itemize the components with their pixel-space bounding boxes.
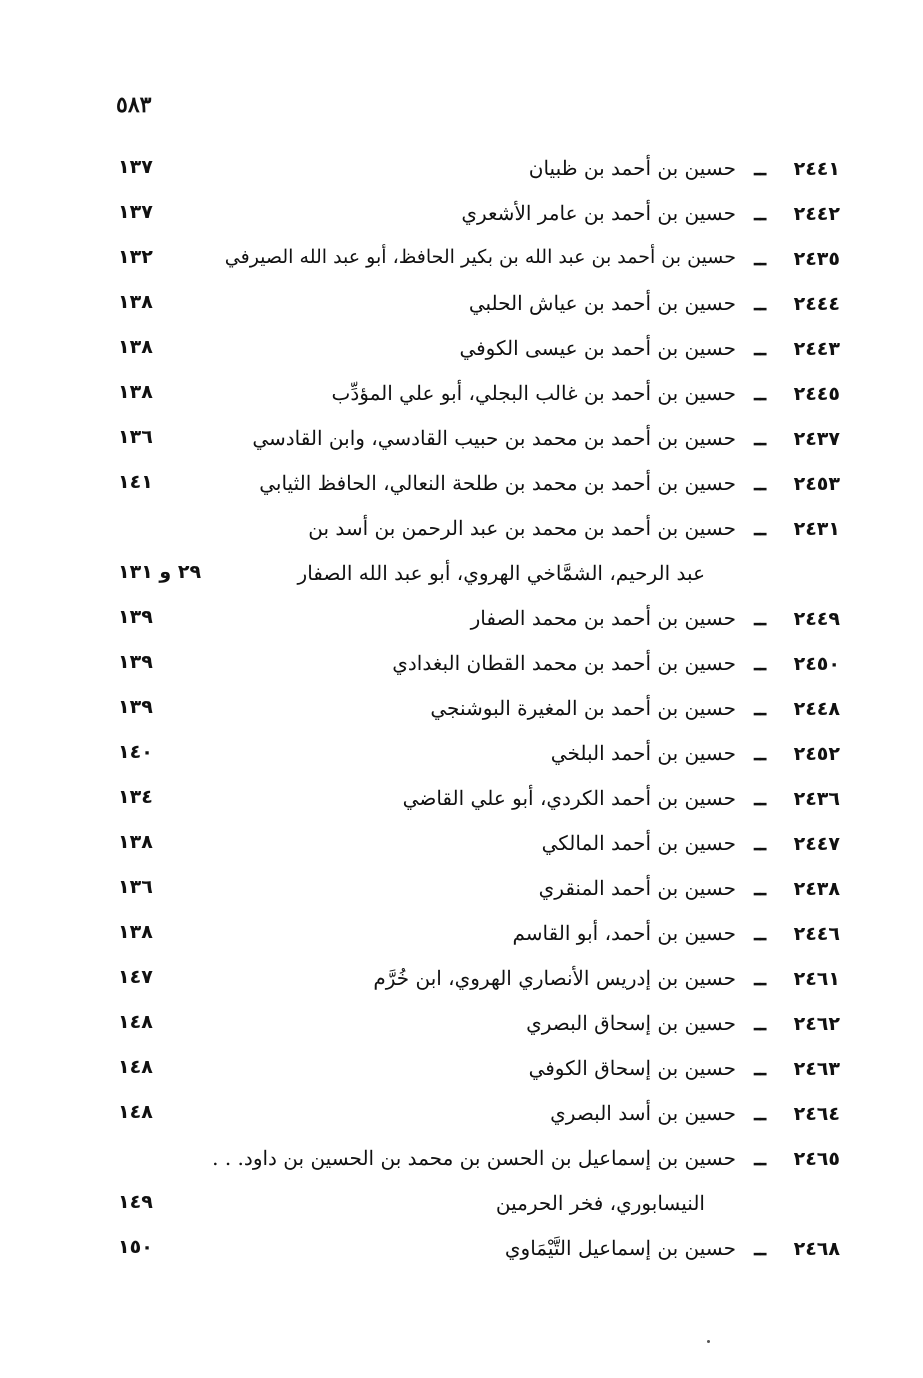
entry-dash: ــ (754, 471, 766, 495)
entry-dash: ــ (754, 426, 766, 450)
entry-number: ٢٤٤٨ (793, 698, 840, 720)
entry-name-continuation: عبد الرحيم، الشمَّاخي الهروي، أبو عبد الله الصفار (297, 561, 705, 585)
index-entry (110, 195, 840, 239)
index-entry (110, 645, 840, 689)
entry-number: ٢٤٤١ (793, 158, 840, 180)
entry-number: ٢٤٥٠ (793, 653, 840, 675)
index-entry (110, 1050, 840, 1094)
entry-page-ref: ١٣٧ (118, 201, 153, 223)
entry-page-ref: ١٣٨ (118, 336, 153, 358)
entry-name: حسين بن أحمد بن محمد بن حبيب القادسي، وابن القادسي (252, 426, 736, 450)
entry-dash: ــ (754, 696, 766, 720)
entry-name: حسين بن إسحاق البصري (526, 1011, 736, 1035)
entry-page-ref: ١٣٨ (118, 381, 153, 403)
entry-number: ٢٤٦٨ (793, 1238, 840, 1260)
entry-page-ref: ١٣٦ (118, 426, 153, 448)
page-number: ٥٨٣ (116, 92, 152, 118)
entry-page-ref: ١٣٨ (118, 291, 153, 313)
index-entry (110, 150, 840, 194)
entry-dash: ــ (754, 516, 766, 540)
entry-name: حسين بن أحمد بن عياش الحلبي (468, 291, 736, 315)
index-entry (110, 780, 840, 824)
entry-page-ref: ١٣٨ (118, 921, 153, 943)
entry-name: حسين بن أحمد بن عامر الأشعري (461, 201, 736, 225)
index-entry-continuation (110, 1185, 840, 1229)
entry-number: ٢٤٦٢ (793, 1013, 840, 1035)
index-entry (110, 735, 840, 779)
entry-name: حسين بن أحمد المالكي (541, 831, 736, 855)
entry-dash: ــ (754, 291, 766, 315)
index-entry (110, 600, 840, 644)
index-entry (110, 285, 840, 329)
entry-name: حسين بن أحمد البلخي (550, 741, 736, 765)
entry-number: ٢٤٥٣ (793, 473, 840, 495)
entry-number: ٢٤٣٥ (793, 248, 840, 270)
entry-page-ref: ١٣٩ (118, 696, 153, 718)
entry-dash: ــ (754, 606, 766, 630)
entry-dash: ــ (754, 156, 766, 180)
index-entry (110, 960, 840, 1004)
entry-page-ref: ١٣٩ (118, 651, 153, 673)
index-entry (110, 510, 840, 554)
entry-dash: ــ (754, 1056, 766, 1080)
entry-name: حسين بن أحمد الكردي، أبو علي القاضي (402, 786, 736, 810)
entry-number: ٢٤٣٨ (793, 878, 840, 900)
index-entry (110, 870, 840, 914)
entry-page-ref: ١٥٠ (118, 1236, 153, 1258)
print-speck (707, 1340, 710, 1343)
index-entry (110, 1140, 840, 1184)
entry-number: ٢٤٤٦ (793, 923, 840, 945)
entry-page-ref: ١٤٩ (118, 1191, 153, 1213)
entry-dash: ــ (754, 381, 766, 405)
index-entry (110, 375, 840, 419)
entry-name: حسين بن أحمد بن المغيرة البوشنجي (430, 696, 736, 720)
entry-number: ٢٤٤٣ (793, 338, 840, 360)
entry-name: حسين بن أحمد بن عيسى الكوفي (459, 336, 736, 360)
entry-name: حسين بن إسحاق الكوفي (528, 1056, 736, 1080)
entry-dash: ــ (754, 921, 766, 945)
entry-dash: ــ (754, 876, 766, 900)
entry-page-ref: ١٣٢ (118, 246, 153, 268)
entry-name: حسين بن أحمد بن محمد القطان البغدادي (392, 651, 736, 675)
entry-number: ٢٤٣١ (793, 518, 840, 540)
index-entry (110, 690, 840, 734)
entry-dash: ــ (754, 786, 766, 810)
entry-page-ref: ١٣٨ (118, 831, 153, 853)
entry-number: ٢٤٣٦ (793, 788, 840, 810)
entry-page-ref: ١٣٩ (118, 606, 153, 628)
entry-dash: ــ (754, 336, 766, 360)
entry-name: حسين بن أحمد بن ظبيان (528, 156, 736, 180)
entry-dash: ــ (754, 831, 766, 855)
entry-page-ref: ١٤٨ (118, 1011, 153, 1033)
entry-dash: ــ (754, 201, 766, 225)
entry-dash: ــ (754, 966, 766, 990)
entry-number: ٢٤٦٥ (793, 1148, 840, 1170)
index-entry-continuation (110, 555, 840, 599)
index-entry (110, 1005, 840, 1049)
entry-page-ref: ١٣٤ (118, 786, 153, 808)
index-entry (110, 465, 840, 509)
entry-page-ref: ١٣٧ (118, 156, 153, 178)
entry-number: ٢٤٤٩ (793, 608, 840, 630)
entry-number: ٢٤٤٢ (793, 203, 840, 225)
entry-name: حسين بن أحمد بن محمد بن طلحة النعالي، الحافظ الثيابي (259, 471, 736, 495)
index-entry (110, 915, 840, 959)
entry-page-ref: ١٣٦ (118, 876, 153, 898)
entry-page-ref: ١٤١ (118, 471, 153, 493)
index-entry (110, 420, 840, 464)
entry-number: ٢٤٤٥ (793, 383, 840, 405)
entry-number: ٢٤٦٣ (793, 1058, 840, 1080)
entry-name: حسين بن أحمد بن محمد الصفار (470, 606, 736, 630)
entry-name: حسين بن أحمد، أبو القاسم (512, 921, 736, 945)
index-entry (110, 240, 840, 284)
entry-dash: ــ (754, 651, 766, 675)
entry-dash: ــ (754, 741, 766, 765)
entry-name: حسين بن إسماعيل التَّيْمَاوي (504, 1236, 736, 1260)
entry-page-ref: ١٤٨ (118, 1056, 153, 1078)
entry-name: حسين بن أحمد بن عبد الله بن بكير الحافظ، أبو عبد الله الصيرفي (224, 246, 736, 268)
entry-page-ref: ١٤٧ (118, 966, 153, 988)
entry-number: ٢٤٣٧ (793, 428, 840, 450)
entry-dash: ــ (754, 1101, 766, 1125)
index-entry (110, 1095, 840, 1139)
entry-number: ٢٤٦٤ (793, 1103, 840, 1125)
entry-number: ٢٤٥٢ (793, 743, 840, 765)
entry-dash: ــ (754, 1011, 766, 1035)
entry-dash: ــ (754, 246, 766, 270)
entry-page-ref: ٢٩ و ١٣١ (118, 561, 202, 583)
entry-dash: ــ (754, 1236, 766, 1260)
entry-number: ٢٤٤٧ (793, 833, 840, 855)
entry-name: حسين بن إسماعيل بن الحسن بن محمد بن الحسين بن داود. . . (212, 1146, 736, 1170)
entry-page-ref: ١٤٨ (118, 1101, 153, 1123)
entry-name: حسين بن أحمد بن محمد بن عبد الرحمن بن أسد بن (308, 516, 736, 540)
entry-name: حسين بن أحمد المنقري (538, 876, 736, 900)
entry-page-ref: ١٤٠ (118, 741, 153, 763)
entry-name-continuation: النيسابوري، فخر الحرمين (495, 1191, 705, 1215)
entry-number: ٢٤٦١ (793, 968, 840, 990)
entry-name: حسين بن أحمد بن غالب البجلي، أبو علي المؤدِّب (331, 381, 736, 405)
entry-dash: ــ (754, 1146, 766, 1170)
index-entry (110, 330, 840, 374)
index-entry (110, 1230, 840, 1274)
index-entry (110, 825, 840, 869)
entry-name: حسين بن إدريس الأنصاري الهروي، ابن خُرَّم (373, 966, 736, 990)
entry-number: ٢٤٤٤ (793, 293, 840, 315)
entry-name: حسين بن أسد البصري (550, 1101, 736, 1125)
